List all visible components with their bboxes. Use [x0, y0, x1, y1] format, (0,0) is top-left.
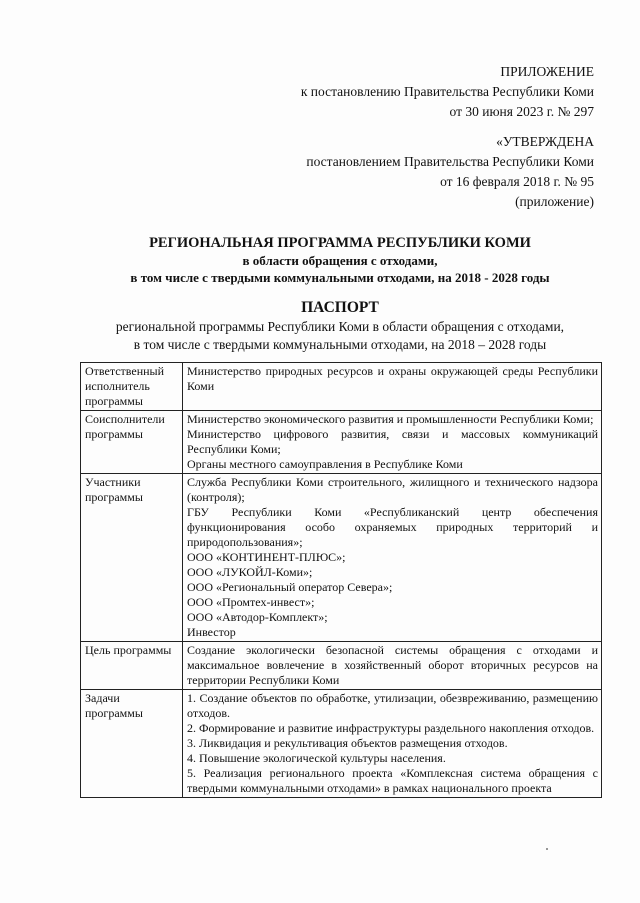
- approved-decree: постановлением Правительства Республики Коми: [306, 154, 594, 169]
- table-row: [81, 642, 602, 690]
- passport-table: [80, 362, 602, 798]
- content-line: 2. Формирование и развитие инфраструктуры раздельного накопления отходов.: [187, 721, 595, 735]
- appendix-block: [301, 62, 594, 122]
- row-content-responsible: [183, 363, 602, 411]
- row-content-co-executors: [183, 411, 602, 474]
- content-line: Служба Республики Коми строительного, жилищного и технического надзора (контроля);: [187, 475, 598, 504]
- table-row: [81, 411, 602, 474]
- passport-heading: ПАСПОРТ: [301, 299, 379, 316]
- approved-note: (приложение): [515, 194, 594, 209]
- content-line: ООО «Промтех-инвест»;: [187, 595, 315, 609]
- content-line: Министерство природных ресурсов и охраны окружающей среды Республики Коми: [187, 364, 598, 393]
- content-line: ООО «Автодор-Комплект»;: [187, 610, 328, 624]
- row-header-participants: Участники программы: [81, 474, 183, 642]
- content-line: Создание экологически безопасной системы обращения с отходами и максимальное вовлечение в хозяйственный оборот вторичных ресурсов на территории Республики Коми: [187, 643, 598, 687]
- content-line: Министерство экономического развития и промышленности Республики Коми;: [187, 412, 594, 426]
- program-title-line1: РЕГИОНАЛЬНАЯ ПРОГРАММА РЕСПУБЛИКИ КОМИ: [149, 235, 531, 251]
- program-title-line3: в том числе с твердыми коммунальными отходами, на 2018 - 2028 годы: [130, 270, 550, 285]
- program-title-line2: в области обращения с отходами,: [242, 253, 438, 268]
- scan-speck: [546, 848, 548, 850]
- approved-block: [306, 132, 594, 212]
- content-line: ООО «ЛУКОЙЛ-Коми»;: [187, 565, 313, 579]
- passport-heading-block: [30, 298, 640, 354]
- table-row: [81, 363, 602, 411]
- content-line: ООО «Региональный оператор Севера»;: [187, 580, 393, 594]
- table-row: [81, 474, 602, 642]
- appendix-title: ПРИЛОЖЕНИЕ: [500, 64, 594, 79]
- appendix-decree: к постановлению Правительства Республики Коми: [300, 84, 594, 99]
- passport-subtitle-line2: в том числе с твердыми коммунальными отходами, на 2018 – 2028 годы: [133, 337, 547, 352]
- approved-date: от 16 февраля 2018 г. № 95: [440, 174, 594, 189]
- row-content-goal: [183, 642, 602, 690]
- content-line: 4. Повышение экологической культуры населения.: [187, 751, 446, 765]
- content-line: Инвестор: [187, 625, 236, 639]
- row-header-responsible: Ответственный исполнитель программы: [81, 363, 183, 411]
- appendix-date: от 30 июня 2023 г. № 297: [449, 104, 594, 119]
- row-header-goal: Цель программы: [81, 642, 183, 690]
- content-line: Министерство цифрового развития, связи и массовых коммуникаций Республики Коми;: [187, 427, 598, 456]
- row-header-tasks: Задачи программы: [81, 690, 183, 798]
- content-line: 5. Реализация регионального проекта «Комплексная система обращения с твердыми коммунальными отходами» в рамках национального проекта: [187, 766, 598, 795]
- row-content-tasks: [183, 690, 602, 798]
- content-line: ООО «КОНТИНЕНТ-ПЛЮС»;: [187, 550, 346, 564]
- row-content-participants: [183, 474, 602, 642]
- program-title: [30, 234, 640, 286]
- passport-subtitle-line1: региональной программы Республики Коми в области обращения с отходами,: [115, 319, 565, 334]
- content-line: ГБУ Республики Коми «Республиканский центр обеспечения функционирования особо охраняемых природных территорий и природопользования»;: [187, 505, 598, 549]
- content-line: Органы местного самоуправления в Республике Коми: [187, 457, 463, 471]
- content-line: 3. Ликвидация и рекультивация объектов размещения отходов.: [187, 736, 508, 750]
- table-row: [81, 690, 602, 798]
- row-header-co-executors: Соисполнители программы: [81, 411, 183, 474]
- approved-title: «УТВЕРЖДЕНА: [496, 134, 594, 149]
- content-line: 1. Создание объектов по обработке, утилизации, обезвреживанию, размещению отходов.: [187, 691, 598, 720]
